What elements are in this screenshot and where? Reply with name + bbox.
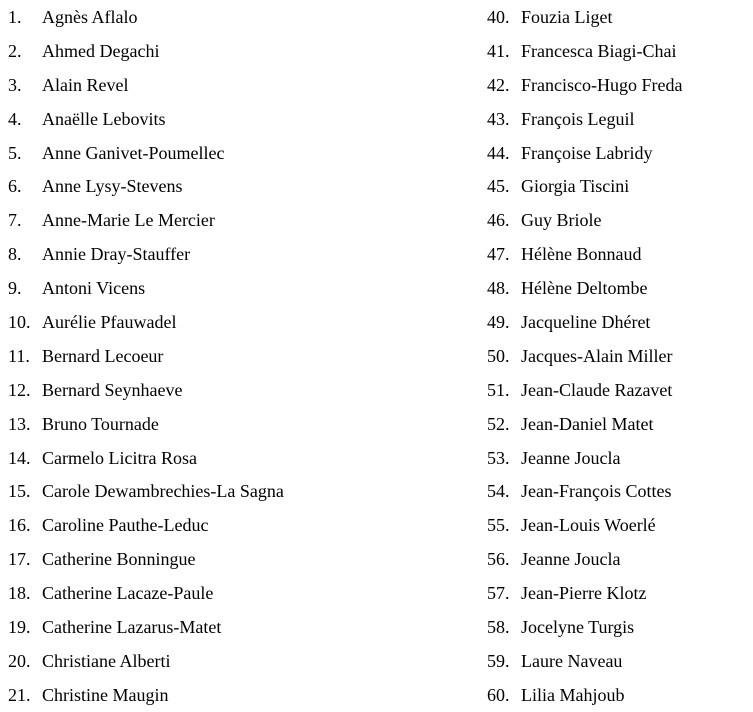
list-item-name: Anne-Marie Le Mercier: [42, 210, 215, 231]
left-column: [8, 0, 468, 712]
list-item-number: 7.: [8, 210, 22, 231]
list-item-name: Antoni Vicens: [42, 278, 146, 299]
list-item-name: Jean-Daniel Matet: [521, 413, 654, 434]
list-item: [8, 576, 468, 610]
list-item: [487, 441, 753, 475]
list-item-number: 53.: [487, 447, 510, 468]
list-item-name: Anne Lysy-Stevens: [42, 176, 183, 197]
list-item-name: Agnès Aflalo: [42, 7, 138, 27]
list-item-number: 48.: [487, 278, 510, 299]
list-item-number: 16.: [8, 515, 31, 536]
list-item-number: 2.: [8, 40, 22, 61]
list-item: [8, 644, 468, 678]
list-item: [487, 373, 753, 407]
list-item: [487, 0, 753, 34]
list-item: [487, 474, 753, 508]
right-column: [487, 0, 753, 712]
list-item-name: Bernard Lecoeur: [42, 345, 164, 366]
list-item-number: 55.: [487, 515, 510, 536]
list-item: [487, 542, 753, 576]
list-item: [8, 169, 468, 203]
list-item: [487, 68, 753, 102]
list-item-name: François Leguil: [521, 108, 635, 129]
list-item-name: Carmelo Licitra Rosa: [42, 447, 197, 468]
list-item-number: 18.: [8, 583, 31, 604]
list-item: [487, 339, 753, 373]
list-item-number: 4.: [8, 108, 22, 129]
list-item-number: 10.: [8, 312, 31, 333]
list-item-name: Giorgia Tiscini: [521, 176, 630, 197]
list-item-number: 58.: [487, 617, 510, 638]
list-item-name: Jeanne Joucla: [521, 549, 621, 570]
list-item: [8, 68, 468, 102]
list-item-number: 9.: [8, 278, 22, 299]
list-item-name: Francisco-Hugo Freda: [521, 74, 683, 95]
list-item-number: 11.: [8, 345, 30, 366]
list-item-name: Jean-François Cottes: [521, 481, 672, 502]
list-item: [487, 644, 753, 678]
list-item: [8, 136, 468, 170]
list-item-name: Anaëlle Lebovits: [42, 108, 166, 129]
list-item-name: Bruno Tournade: [42, 413, 159, 434]
list-item-number: 50.: [487, 345, 510, 366]
list-item: [8, 610, 468, 644]
list-item-name: Françoise Labridy: [521, 142, 653, 163]
list-item: [487, 508, 753, 542]
list-item-name: Anne Ganivet-Poumellec: [42, 142, 225, 163]
list-item-name: Annie Dray-Stauffer: [42, 244, 191, 265]
list-item: [8, 0, 468, 34]
list-item-number: 19.: [8, 617, 31, 638]
list-item-name: Jacqueline Dhéret: [521, 312, 651, 333]
list-item-name: Jeanne Joucla: [521, 447, 621, 468]
list-item-number: 54.: [487, 481, 510, 502]
list-item-name: Hélène Bonnaud: [521, 244, 642, 265]
list-item-name: Catherine Lazarus-Matet: [42, 617, 222, 638]
list-item: [487, 610, 753, 644]
list-item-name: Jean-Louis Woerlé: [521, 515, 656, 536]
list-item: [487, 169, 753, 203]
list-item-number: 15.: [8, 481, 31, 502]
list-item-name: Catherine Bonningue: [42, 549, 196, 570]
list-item: [8, 474, 468, 508]
list-item-name: Jocelyne Turgis: [521, 617, 635, 638]
list-item-number: 51.: [487, 379, 510, 400]
list-item: [487, 102, 753, 136]
list-item: [8, 542, 468, 576]
list-item-number: 46.: [487, 210, 510, 231]
list-item: [487, 34, 753, 68]
list-item: [8, 407, 468, 441]
list-item: [487, 305, 753, 339]
list-item-number: 6.: [8, 176, 22, 197]
list-item-name: Hélène Deltombe: [521, 278, 648, 299]
list-item-name: Laure Naveau: [521, 650, 623, 671]
list-item-number: 56.: [487, 549, 510, 570]
list-item-number: 59.: [487, 650, 510, 671]
list-item-name: Lilia Mahjoub: [521, 684, 625, 705]
list-item-number: 52.: [487, 413, 510, 434]
list-item: [8, 271, 468, 305]
list-item: [8, 678, 468, 712]
list-item-number: 3.: [8, 74, 22, 95]
list-item: [487, 678, 753, 712]
list-item-name: Guy Briole: [521, 210, 602, 231]
list-item: [8, 34, 468, 68]
list-item-name: Christiane Alberti: [42, 650, 171, 671]
list-item-name: Christine Maugin: [42, 684, 169, 705]
list-item-name: Jean-Claude Razavet: [521, 379, 673, 400]
list-item-number: 45.: [487, 176, 510, 197]
list-item: [8, 508, 468, 542]
list-item-number: 57.: [487, 583, 510, 604]
list-item-name: Francesca Biagi-Chai: [521, 40, 677, 61]
list-item-number: 8.: [8, 244, 22, 265]
list-item-number: 47.: [487, 244, 510, 265]
list-item-number: 60.: [487, 684, 510, 705]
list-item-number: 42.: [487, 74, 510, 95]
list-item-name: Jacques-Alain Miller: [521, 345, 673, 366]
list-item: [8, 339, 468, 373]
list-item-name: Fouzia Liget: [521, 7, 613, 27]
list-item-name: Carole Dewambrechies-La Sagna: [42, 481, 284, 502]
list-item: [8, 203, 468, 237]
list-item: [8, 237, 468, 271]
list-item: [8, 305, 468, 339]
list-item-number: 41.: [487, 40, 510, 61]
list-item: [487, 237, 753, 271]
list-item-name: Bernard Seynhaeve: [42, 379, 183, 400]
list-item-name: Caroline Pauthe-Leduc: [42, 515, 209, 536]
list-item: [487, 271, 753, 305]
list-item-name: Alain Revel: [42, 74, 129, 95]
list-item-name: Aurélie Pfauwadel: [42, 312, 177, 333]
list-item-number: 44.: [487, 142, 510, 163]
list-item-number: 13.: [8, 413, 31, 434]
list-item-name: Ahmed Degachi: [42, 40, 160, 61]
list-item: [8, 373, 468, 407]
list-item: [487, 407, 753, 441]
list-item-number: 5.: [8, 142, 22, 163]
list-item: [487, 203, 753, 237]
list-item-number: 14.: [8, 447, 31, 468]
list-item-number: 40.: [487, 7, 510, 27]
list-item-name: Jean-Pierre Klotz: [521, 583, 647, 604]
list-item-name: Catherine Lacaze-Paule: [42, 583, 214, 604]
list-item-number: 43.: [487, 108, 510, 129]
list-item-number: 1.: [8, 7, 22, 27]
list-item: [8, 441, 468, 475]
list-item-number: 21.: [8, 684, 31, 705]
list-item-number: 49.: [487, 312, 510, 333]
list-item: [487, 576, 753, 610]
list-item: [487, 136, 753, 170]
list-item-number: 12.: [8, 379, 31, 400]
list-item-number: 20.: [8, 650, 31, 671]
list-item-number: 17.: [8, 549, 31, 570]
list-item: [8, 102, 468, 136]
